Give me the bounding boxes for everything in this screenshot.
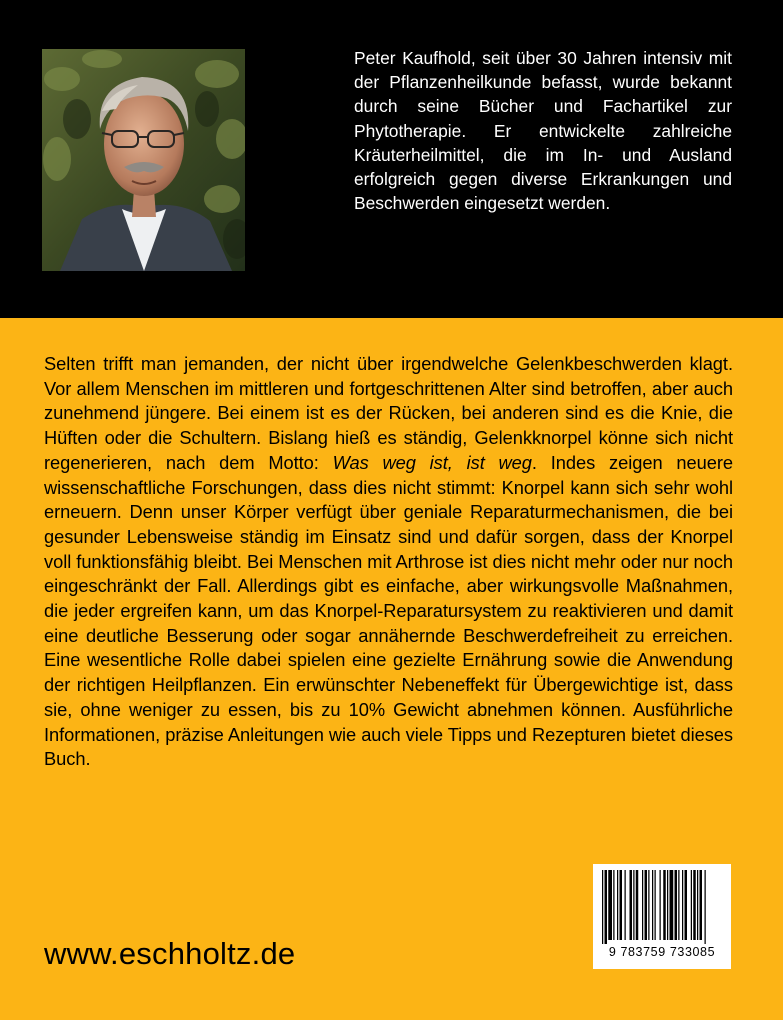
description-text-end: . Indes zeigen neuere wissenschaftliche Forschungen, dass dies nicht stimmt: Knorpel kann sich sehr wohl erneuern. Denn unser Körper verfügt über geniale Reparaturmechanismen, die bei gesunder Lebensweise ständig im Einsatz sind und dafür sorgen, dass der Knorpel voll funktionsfähig bleibt. Bei Menschen mit Arthrose ist dies nicht mehr oder nur noch eingeschränkt der Fall. Allerdings gibt es einfache, aber wirkungsvolle Maßnahmen, die jeder ergreifen kann, um das Knorpel-Reparatursystem zu reaktivieren und damit eine deutliche Besserung oder sogar annähernde Beschwerdefreiheit zu erreichen. Eine wesentliche Rolle dabei spielen eine gezielte Ernährung sowie die Anwendung der richtigen Heilpflanzen. Ein erwünschter Nebeneffekt für Übergewichtige ist, dass sie, ohne weniger zu essen, bis zu 10% Gewicht abnehmen können. Ausführliche Informationen, präzise Anleitungen wie auch viele Tipps und Rezepturen bietet dieses Buch. [44,451,733,770]
author-band [0,0,783,318]
motto: Was weg ist, ist weg [332,451,532,473]
isbn-number: 9 783759 733085 [608,945,716,959]
barcode-bars [593,864,731,944]
description-text-start: Selten trifft man jemanden, der nicht über irgendwelche Gelenkbeschwerden klagt. Vor allem Menschen im mittleren und fortgeschrittenen Alter sind betroffen, aber auch zunehmend jüngere. Bei einem ist es der Rücken, bei anderen sind es die Knie, die Hüften oder die Schultern. Bislang hieß es ständig, Gelenkknorpel könne sich nicht regenerieren, nach dem Motto: [44,353,733,473]
author-photo [42,49,245,271]
isbn-barcode [593,864,731,969]
book-description [44,352,733,772]
publisher-website[interactable]: www.eschholtz.de [44,936,296,971]
author-bio: Peter Kaufhold, seit über 30 Jahren intensiv mit der Pflanzenheilkunde befasst, wurde bekannt durch seine Bücher und Fachartikel zur Phytotherapie. Er entwickelte zahlreiche Kräuterheilmittel, die im In- und Ausland erfolgreich gegen diverse Erkrankungen und Beschwerden eingesetzt werden. [354,48,732,214]
